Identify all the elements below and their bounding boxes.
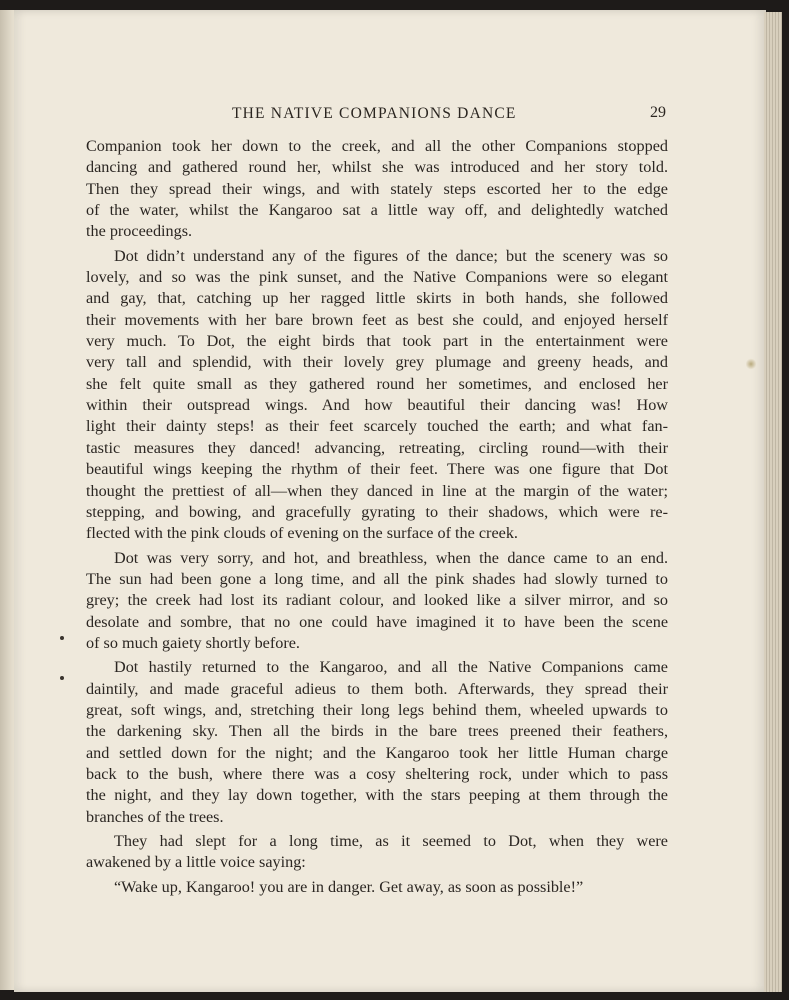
text-line: grey; the creek had lost its radiant colour, and looked like a silver mirror, and so (86, 591, 668, 610)
paragraph (86, 548, 668, 655)
text-line: and settled down for the night; and the Kangaroo took her little Human charge (86, 743, 668, 762)
text-line: very tall and splendid, with their lovely grey plumage and greeny heads, and (86, 353, 668, 372)
text-line: “Wake up, Kangaroo! you are in danger. Get away, as soon as possible!” (114, 877, 584, 896)
running-header (14, 105, 766, 129)
text-line: of so much gaiety shortly before. (86, 633, 300, 652)
text-line: Dot hastily returned to the Kangaroo, and all the Native Companions came (114, 658, 668, 677)
text-line: Dot didn’t understand any of the figures of the dance; but the scenery was so (114, 246, 668, 265)
text-line: within their outspread wings. And how beautiful their dancing was! How (86, 396, 668, 415)
running-title: THE NATIVE COMPANIONS DANCE (232, 105, 517, 122)
text-line: desolate and sombre, that no one could have imagined it to have been the scene (86, 612, 668, 631)
book-page (14, 10, 766, 992)
text-line: lovely, and so was the pink sunset, and the Native Companions were so elegant (86, 268, 668, 287)
paragraph (86, 877, 668, 898)
text-line: great, soft wings, and, stretching their long legs behind them, wheeled upwards to (86, 700, 668, 719)
text-line: awakened by a little voice saying: (86, 853, 306, 872)
text-line: the darkening sky. Then all the birds in the bare trees preened their feathers, (86, 722, 668, 741)
text-line: beautiful wings keeping the rhythm of their feet. There was one figure that Dot (86, 460, 668, 479)
text-line: stepping, and bowing, and gracefully gyrating to their shadows, which were re- (86, 502, 668, 521)
text-line: very much. To Dot, the eight birds that took part in the entertainment were (86, 332, 668, 351)
text-line: flected with the pink clouds of evening on the surface of the creek. (86, 524, 518, 543)
text-line: branches of the trees. (86, 807, 224, 826)
text-line: she felt quite small as they gathered round her sometimes, and enclosed her (86, 374, 668, 393)
right-page-edge (764, 12, 782, 992)
page-number: 29 (650, 104, 666, 121)
text-line: the night, and they lay down together, with the stars peeping at them through the (86, 786, 668, 805)
text-line: Companion took her down to the creek, and all the other Companions stopped (86, 137, 668, 155)
body-text (86, 136, 668, 898)
text-line: They had slept for a long time, as it seemed to Dot, when they were (114, 832, 668, 850)
margin-dot (60, 636, 64, 640)
text-line: tastic measures they danced! advancing, retreating, circling round—with their (86, 438, 668, 457)
text-line: the proceedings. (86, 222, 193, 241)
text-line: The sun had been gone a long time, and all the pink shades had slowly turned to (86, 569, 668, 588)
text-line: dancing and gathered round her, whilst she was introduced and her story told. (86, 158, 668, 177)
text-line: Then they spread their wings, and with stately steps escorted her to the edge (86, 179, 668, 198)
margin-dot (60, 676, 64, 680)
text-line: their movements with her bare brown feet as best she could, and enjoyed herself (86, 310, 668, 329)
text-line: light their dainty steps! as their feet scarcely touched the earth; and what fan- (86, 417, 668, 436)
paragraph (86, 246, 668, 545)
paragraph (86, 831, 668, 874)
text-line: Dot was very sorry, and hot, and breathless, when the dance came to an end. (114, 548, 668, 567)
text-line: back to the bush, where there was a cosy sheltering rock, under which to pass (86, 764, 668, 783)
text-line: of the water, whilst the Kangaroo sat a little way off, and delightedly watched (86, 201, 668, 220)
text-line: daintily, and made graceful adieus to them both. Afterwards, they spread their (86, 679, 668, 698)
foxing-speck (746, 358, 756, 370)
text-line: and gay, that, catching up her ragged little skirts in both hands, she followed (86, 289, 668, 308)
paragraph (86, 136, 668, 243)
text-line: thought the prettiest of all—when they danced in line at the margin of the water; (86, 481, 668, 500)
paragraph (86, 657, 668, 828)
